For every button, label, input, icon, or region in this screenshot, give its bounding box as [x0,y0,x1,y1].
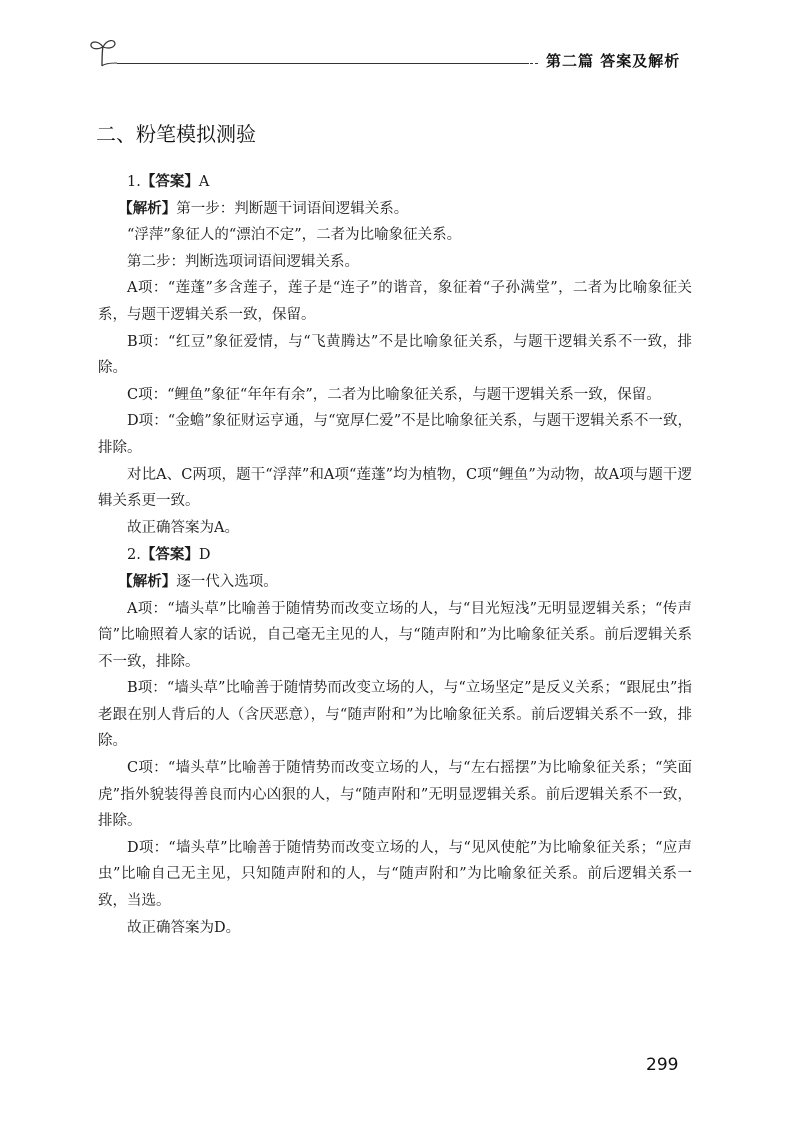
answer-tag: 【答案】 [140,174,199,190]
analysis-paragraph [98,408,692,461]
answer-value: D [198,547,211,564]
paragraph-text: B项：“墙头草”比喻善于随情势而改变立场的人，与“立场坚定”是反义关系；“跟屁虫”指老跟在别人背后的人（含厌恶意），与“随声附和”为比喻象征关系。前后逻辑关系不一致，排除。 [98,680,692,750]
header-dash [530,63,538,64]
analysis-paragraph-first [98,196,692,223]
paragraph-text: 故正确答案为A。 [127,519,239,536]
analysis-paragraph [98,249,692,276]
header-rule [117,63,529,64]
analysis-tag: 【解析】 [118,573,177,590]
paragraph-text: B项：“红豆”象征爱情，与“飞黄腾达”不是比喻象征关系，与题干逻辑关系不一致，排除。 [98,333,692,377]
paragraph-text: C项：“墙头草”比喻善于随情势而改变立场的人，与“左右摇摆”为比喻象征关系；“笑面虎”指外貌装得善良而内心凶狠的人，与“随声附和”无明显逻辑关系。前后逻辑关系不一致，排除。 [98,760,692,830]
paragraph-text: A项：“莲蓬”多含莲子，莲子是“连子”的谐音，象征着“子孙满堂”，二者为比喻象征关系，与题干逻辑关系一致，保留。 [98,280,692,323]
answer-value: A [198,174,210,190]
analysis-paragraph [98,755,692,835]
paragraph-text: 故正确答案为D。 [127,919,241,936]
paragraph-text: D项：“金蟾”象征财运亨通，与“宽厚仁爱”不是比喻象征关系，与题干逻辑关系不一致，排除。 [98,413,692,456]
answer-line [98,542,692,569]
analysis-paragraph [98,596,692,676]
analysis-paragraph [98,462,692,515]
paragraph-text: D项：“墙头草”比喻善于随情势而改变立场的人，与“见风使舵”为比喻象征关系；“应声虫”比喻自己无主见，只知随声附和的人，与“随声附和”为比喻象征关系。前后逻辑关系一致，当选。 [98,839,692,910]
paragraph-text: 逐一代入选项。 [176,573,278,590]
analysis-paragraph [98,675,692,755]
paragraph-text: C项：“鲤鱼”象征“年年有余”，二者为比喻象征关系，与题干逻辑关系一致，保留。 [127,386,661,403]
running-header-title: 第二篇 答案及解析 [546,52,681,70]
analysis-paragraph-first [98,569,692,596]
question-number: 1. [127,174,141,190]
paragraph-text: 第一步：判断题干词语间逻辑关系。 [176,200,409,217]
paragraph-text: 对比A、C两项，题干“浮萍”和A项“莲蓬”均为植物，C项“鲤鱼”为动物，故A项与题干逻辑关系更一致。 [98,466,692,510]
analysis-paragraph [98,915,692,942]
paragraph-text: “浮萍”象征人的“漂泊不定”，二者为比喻象征关系。 [127,227,462,244]
answer-line [98,169,692,196]
analysis-tag: 【解析】 [118,200,177,217]
analysis-paragraph [98,382,692,409]
sprout-icon [88,36,118,68]
analysis-paragraph [98,329,692,382]
section-title: 二、粉笔模拟测验 [96,122,256,146]
answer-explanations [98,168,692,941]
page-number: 299 [646,1055,679,1075]
analysis-paragraph [98,275,692,328]
analysis-paragraph [98,222,692,249]
analysis-paragraph [98,835,692,915]
paragraph-text: 第二步：判断选项词语间逻辑关系。 [127,253,359,270]
analysis-paragraph [98,515,692,542]
question-number: 2. [127,547,141,564]
answer-tag: 【答案】 [140,547,199,564]
paragraph-text: A项：“墙头草”比喻善于随情势而改变立场的人，与“目光短浅”无明显逻辑关系；“传声筒”比喻照着人家的话说，自己毫无主见的人，与“随声附和”为比喻象征关系。前后逻辑关系不一致，排除。 [98,600,692,670]
